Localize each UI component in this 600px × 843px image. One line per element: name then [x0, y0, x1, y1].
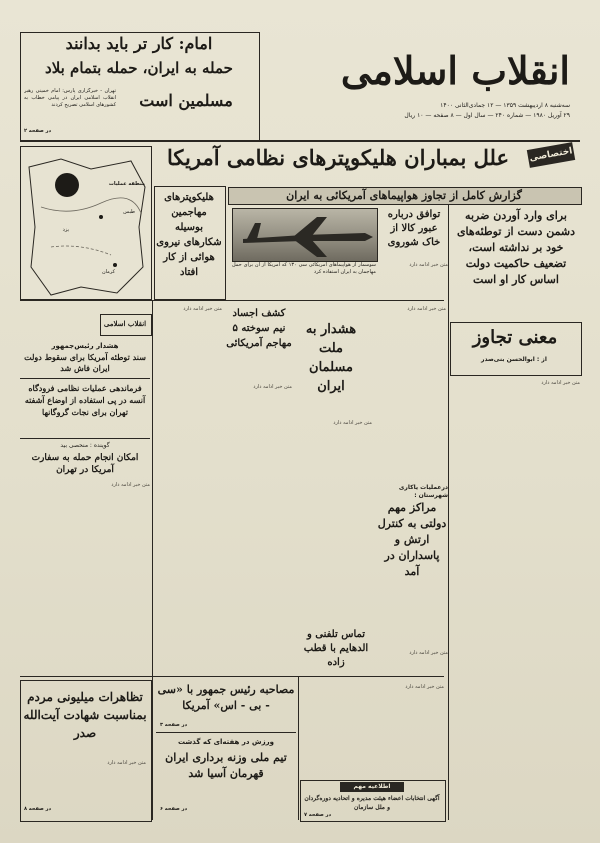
col-sep-1 [448, 204, 449, 820]
bottom-rule [20, 676, 444, 677]
imam-page-ref: در صفحه ۲ [24, 128, 52, 134]
editorial-body: متن خبر ادامه دارد [541, 380, 580, 386]
notice-page-ref: در صفحه ۷ [304, 812, 332, 818]
imam-headline-3: مسلمین است [139, 91, 233, 110]
warning-body: متن خبر ادامه دارد [333, 420, 372, 426]
editorial-author: از : ابوالحسن بنی‌صدر [481, 356, 547, 363]
rule-b [20, 438, 150, 439]
interview-headline: مصاحبه رئیس جمهور با «سی - بی - اس» آمریکا [157, 683, 295, 712]
sports-kicker: ورزش در هفته‌ای که گذشت [178, 738, 274, 746]
bodies-body: متن خبر ادامه دارد [253, 384, 292, 390]
mid-rule [20, 300, 444, 301]
col-sep-2 [152, 300, 153, 820]
imam-headline-1: امام: کار تر باید بدانند [65, 34, 213, 53]
president-kicker: هشدار رئیس‌جمهور [51, 342, 119, 350]
millions-page-ref: در صفحه ۸ [24, 806, 52, 812]
right-top-text: برای وارد آوردن ضربه دشمن دست از توطئه‌های خود بر نداشته است، تضعیف حاکمیت دولت اساس کار او است [456, 209, 576, 286]
ansar-text: انقلاب اسلامی [103, 319, 147, 328]
bodies-text: کشف اجساد نیم سوخته ۵ مهاجم آمریکائی [226, 308, 292, 349]
crossing-text: تماس تلفنی و الدهایم با قطب زاده [303, 629, 369, 668]
imam-lede: تهران - خبرگزاری پارس: امام خمینی رهبر انقلاب اسلامی ایران در پیامی خطاب به کشورهای اسلامی تصریح کردند [24, 88, 116, 108]
rule-a [20, 378, 150, 379]
sports-headline: تیم ملی وزنه برداری ایران قهرمان آسیا شد [165, 751, 287, 780]
column-body-c: متن خبر ادامه دارد [407, 306, 446, 312]
main-subheadline: گزارش کامل از تجاوز هواپیماهای آمریکائی به ایران [286, 189, 522, 202]
aircraft-icon [233, 209, 377, 261]
masthead-info-1: سه‌شنبه ۸ اردیبهشت ۱۳۵۹ — ۱۲ جمادی‌الثانی ۱۴۰۰ [440, 102, 570, 109]
millions-headline: تظاهرات میلیونی مردم بمناسبت شهادت آیت‌الله صدر [23, 690, 147, 740]
interview-page-ref: در صفحه ۳ [160, 722, 188, 728]
aircraft-photo [232, 208, 378, 262]
column-body-d: متن خبر ادامه دارد [405, 684, 444, 690]
millions-body: متن خبر ادامه دارد [107, 760, 146, 766]
map-label-yazd: یزد [62, 227, 69, 233]
masthead-title: انقلاب اسلامی [340, 48, 570, 93]
map-label-tabas: طبس [123, 209, 135, 215]
deal-body: متن خبر ادامه دارد [409, 262, 448, 268]
sports-page-ref: در صفحه ۶ [160, 806, 188, 812]
main-headline: علل بمباران هلیکوپترهای نظامی آمریکا [167, 145, 509, 170]
col-sep-3 [298, 676, 299, 820]
notice-text: آگهی انتخابات اعضاء هیئت مدیره و اتحادیه دوره‌گردان و ملل سازمان [304, 795, 440, 811]
map [20, 146, 152, 300]
dialogue-headline: امکان انجام حمله به سفارت آمریکا در تهران [31, 453, 139, 475]
duty-headline: مراکز مهم دولتی به کنترل ارتش و پاسداران در آمد [377, 501, 447, 578]
editorial-title: معنی تجاوز [472, 327, 558, 348]
map-graphic [21, 147, 151, 299]
rule-c [156, 732, 296, 733]
duty-body: متن خبر ادامه دارد [409, 650, 448, 656]
imam-headline-2: حمله به ایران، حمله بتمام بلاد [45, 59, 233, 77]
commander-text: فرماندهی عملیات نظامی فرودگاه آنسه در پی استفاده از اوضاع آشفته تهران برای نجات گروگانها [24, 383, 146, 417]
notice-badge: اطلاعیه مهم [340, 782, 404, 792]
masthead-info-2: ۲۹ آوریل ۱۹۸۰ — شماره ۲۴۰ — سال اول — ۸ صفحه — ۱۰ ریال [404, 112, 570, 119]
exclusive-badge: اختصاصی [527, 142, 575, 168]
map-label-kerman: کرمان [101, 269, 115, 275]
dialogue-kicker: گوینده : منحصی بید [60, 442, 110, 449]
map-label-operation: منطقه عملیات [108, 181, 145, 187]
warning-text: هشدار به ملت مسلمان ایران [305, 322, 357, 394]
column-body-b: متن خبر ادامه دارد [183, 306, 222, 312]
deal-text: توافق درباره عبور کالا از خاک شوروی [387, 209, 441, 248]
header-rule [20, 140, 580, 142]
dialogue-body: متن خبر ادامه دارد [111, 482, 150, 488]
president-headline: سند توطئه آمریکا برای سقوط دولت ایران فاش شد [24, 352, 146, 373]
helicopter-text: هلیکوپترهای مهاجمین بوسیله شکارهای نیروی هوائی از کار افتاد [156, 192, 222, 278]
duty-kicker: درعملیات یاکاری شهرستان : [398, 484, 448, 499]
photo-caption: سوسمار از هواپیماهای آمریکائی سی ۱۳۰ که آمریکا از آن برای حمل مهاجمان به ایران استفاده کرد [232, 262, 376, 275]
